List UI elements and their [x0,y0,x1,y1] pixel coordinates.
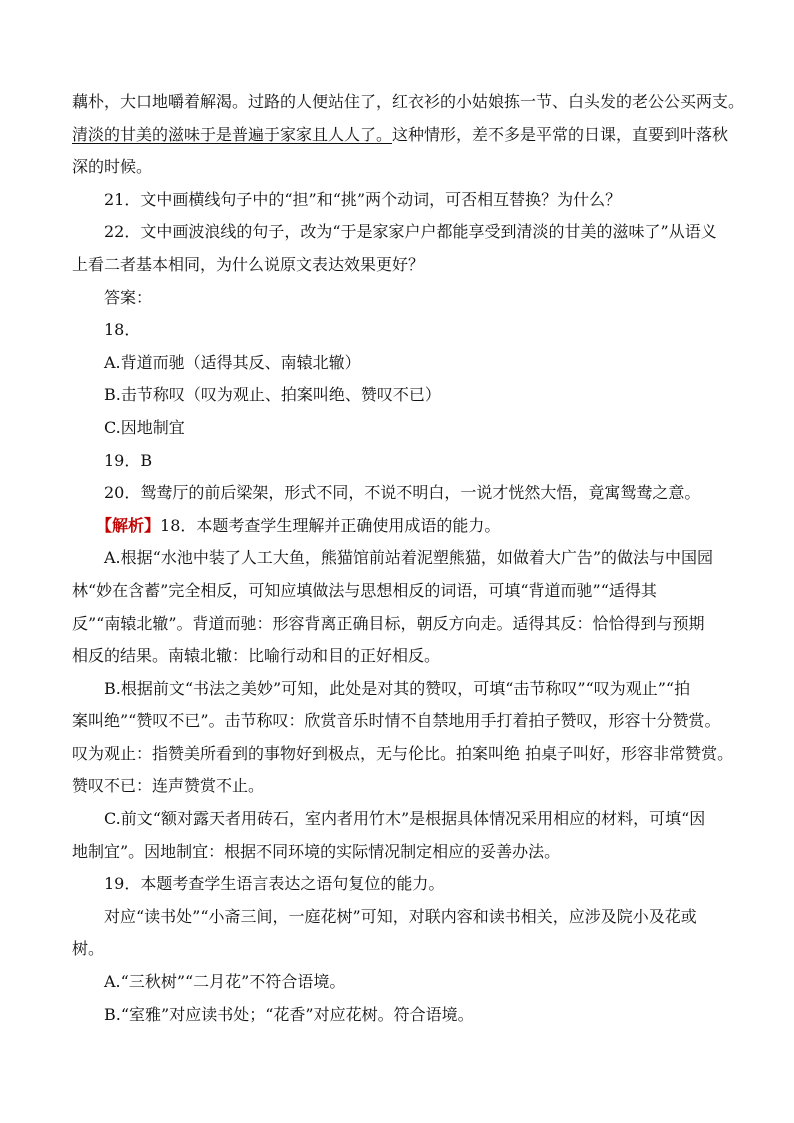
analysis-b-line-4: 赞叹不已：连声赞赏不止。 [72,776,265,796]
answers-heading: 答案： [104,287,153,307]
analysis-a-line-1: A.根据“水池中装了人工大鱼，熊猫馆前站着泥塑熊猫，如做着大广告”的做法与中国园 [104,548,714,568]
document-body [72,92,745,1037]
analysis-19-option-a: A.“三秋树”“二月花”不符合语境。 [104,972,346,992]
analysis-19-intro: 19．本题考查学生语言表达之语句复位的能力。 [104,874,445,894]
analysis-c-line-1: C.前文“额对露天者用砖石，室内者用竹木”是根据具体情况采用相应的材料，可填“因 [104,809,706,829]
analysis-19-line-1: 对应“读书处”“小斋三间，一庭花树”可知，对联内容和读书相关，应涉及院小及花或 [104,906,697,926]
analysis-a-line-2: 林“妙在含蓄”完全相反，可知应填做法与思想相反的词语，可填“背道而驰”“适得其 [72,580,657,600]
answer-19: 19．B [104,450,153,470]
answer-20: 20．鸳鸯厅的前后梁架，形式不同，不说不明白，一说才恍然大悟，竟寓鸳鸯之意。 [104,483,701,503]
passage-line-1: 藕朴，大口地嚼着解渴。过路的人便站住了，红衣衫的小姑娘拣一节、白头发的老公公买两支。 [72,92,745,111]
passage-line-2: 清淡的甘美的滋味于是普遍于家家且人人了。这种情形，差不多是平常的日课，直要到叶落秋 [72,124,729,144]
question-21: 21．文中画横线句子中的“担”和“挑”两个动词，可否相互替换？为什么？ [104,189,622,209]
analysis-a-line-4: 相反的结果。南辕北辙：比喻行动和目的正好相反。 [72,646,441,666]
question-22-line-2: 上看二者基本相同，为什么说原文表达效果更好？ [72,254,425,274]
analysis-19-line-2: 树。 [72,939,105,959]
analysis-b-line-2: 案叫绝”“赞叹不已”。击节称叹：欣赏音乐时情不自禁地用手打着拍子赞叹，形容十分赞赏。 [72,711,721,731]
analysis-b-line-3: 叹为观止：指赞美所看到的事物好到极点，无与伦比。拍案叫绝 拍桌子叫好，形容非常赞赏。 [72,743,734,763]
underlined-sentence: 清淡的甘美的滋味于是普遍于家家且人人了。 [72,124,393,144]
analysis-tag: 【解析】 [96,515,161,535]
analysis-19-option-b: B.“室雅”对应读书处；“花香”对应花树。符合语境。 [104,1004,474,1024]
answer-18-c: C.因地制宜 [104,417,185,437]
answer-18: 18． [104,320,141,340]
analysis-a-line-3: 反”“南辕北辙”。背道而驰：形容背离正确目标，朝反方向走。适得其反：恰恰得到与预期 [72,613,705,633]
analysis-heading: 【解析】18．本题考查学生理解并正确使用成语的能力。 [96,515,501,535]
analysis-b-line-1: B.根据前文“书法之美妙”可知，此处是对其的赞叹，可填“击节称叹”“叹为观止”“拍 [104,678,691,698]
question-22-line-1: 22．文中画波浪线的句子，改为“于是家家户户都能享受到清淡的甘美的滋味了”从语义 [104,222,717,242]
answer-18-a: A.背道而驰（适得其反、南辕北辙） [104,352,361,372]
analysis-c-line-2: 地制宜”。因地制宜：根据不同环境的实际情况制定相应的妥善办法。 [72,841,561,861]
answer-18-b: B.击节称叹（叹为观止、拍案叫绝、赞叹不已） [104,385,441,405]
passage-line-3: 深的时候。 [72,157,153,177]
